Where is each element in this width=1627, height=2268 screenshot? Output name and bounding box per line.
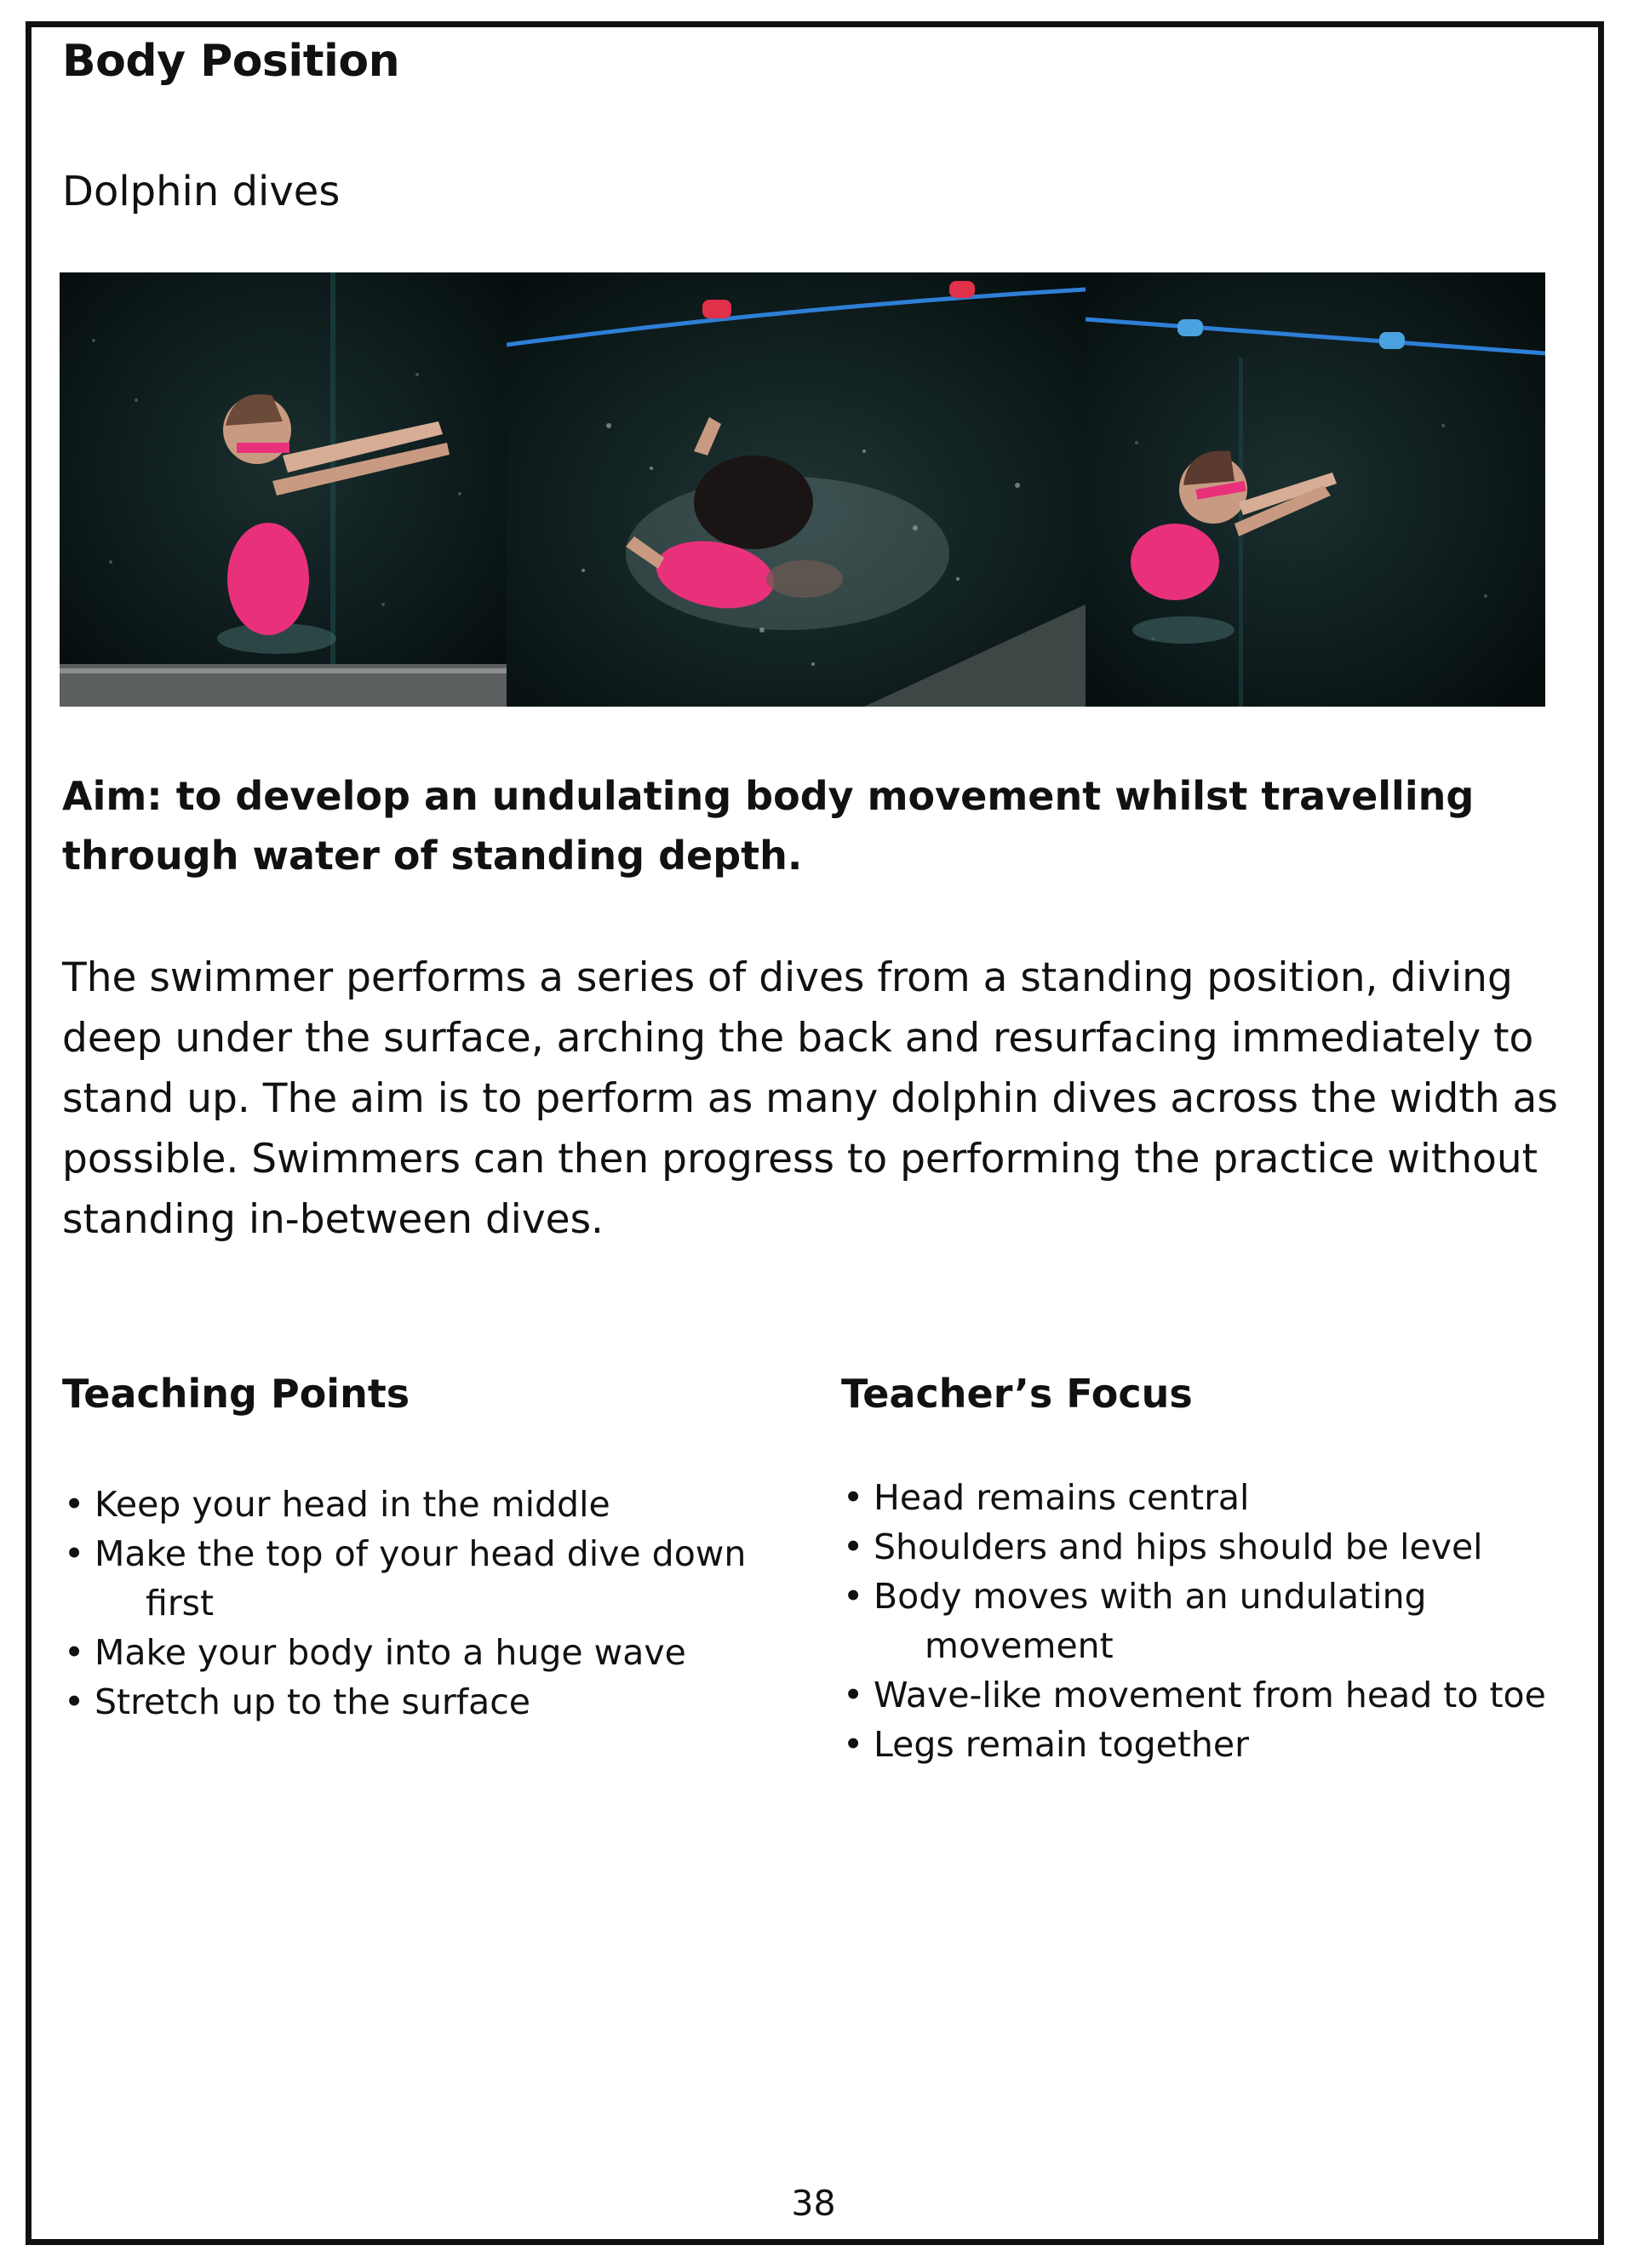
list-item: • Make the top of your head dive down bbox=[62, 1529, 794, 1578]
exercise-description: The swimmer performs a series of dives from a standing position, diving deep under the surface, arching the back and resurfacing immediately to stand up. The aim is to perform as many dolphin dives across the width as possible. Swimmers can then progress to performing the practice without standing in-between dives. bbox=[62, 954, 1558, 1243]
list-item: • Keep your head in the middle bbox=[62, 1480, 794, 1529]
list-item: • Body moves with an undulating bbox=[841, 1572, 1573, 1621]
aim-statement: Aim: to develop an undulating body movement whilst travelling through water of standing depth. bbox=[62, 773, 1475, 879]
teachers-focus-list bbox=[841, 1473, 1573, 1769]
page-subtitle: Dolphin dives bbox=[62, 168, 341, 215]
list-item-continuation: first bbox=[146, 1583, 215, 1624]
teaching-points-list bbox=[62, 1480, 794, 1727]
list-item: • Wave-like movement from head to toe bbox=[841, 1670, 1573, 1720]
page-number: 38 bbox=[791, 2183, 836, 2224]
swimmer-standing-photo bbox=[60, 272, 507, 707]
list-item-continuation: movement bbox=[925, 1625, 1114, 1666]
teaching-points-heading: Teaching Points bbox=[62, 1371, 410, 1417]
list-item: • Legs remain together bbox=[841, 1720, 1573, 1769]
list-item: • Head remains central bbox=[841, 1473, 1573, 1522]
swimmer-diving-photo bbox=[507, 272, 1086, 707]
page-title: Body Position bbox=[62, 36, 400, 87]
list-item: • Stretch up to the surface bbox=[62, 1677, 794, 1727]
teachers-focus-heading: Teacher’s Focus bbox=[841, 1371, 1193, 1417]
list-item: • Make your body into a huge wave bbox=[62, 1628, 794, 1677]
swimmer-resurfacing-photo bbox=[1086, 272, 1545, 707]
photo-strip bbox=[60, 272, 1545, 707]
list-item: • Shoulders and hips should be level bbox=[841, 1522, 1573, 1572]
